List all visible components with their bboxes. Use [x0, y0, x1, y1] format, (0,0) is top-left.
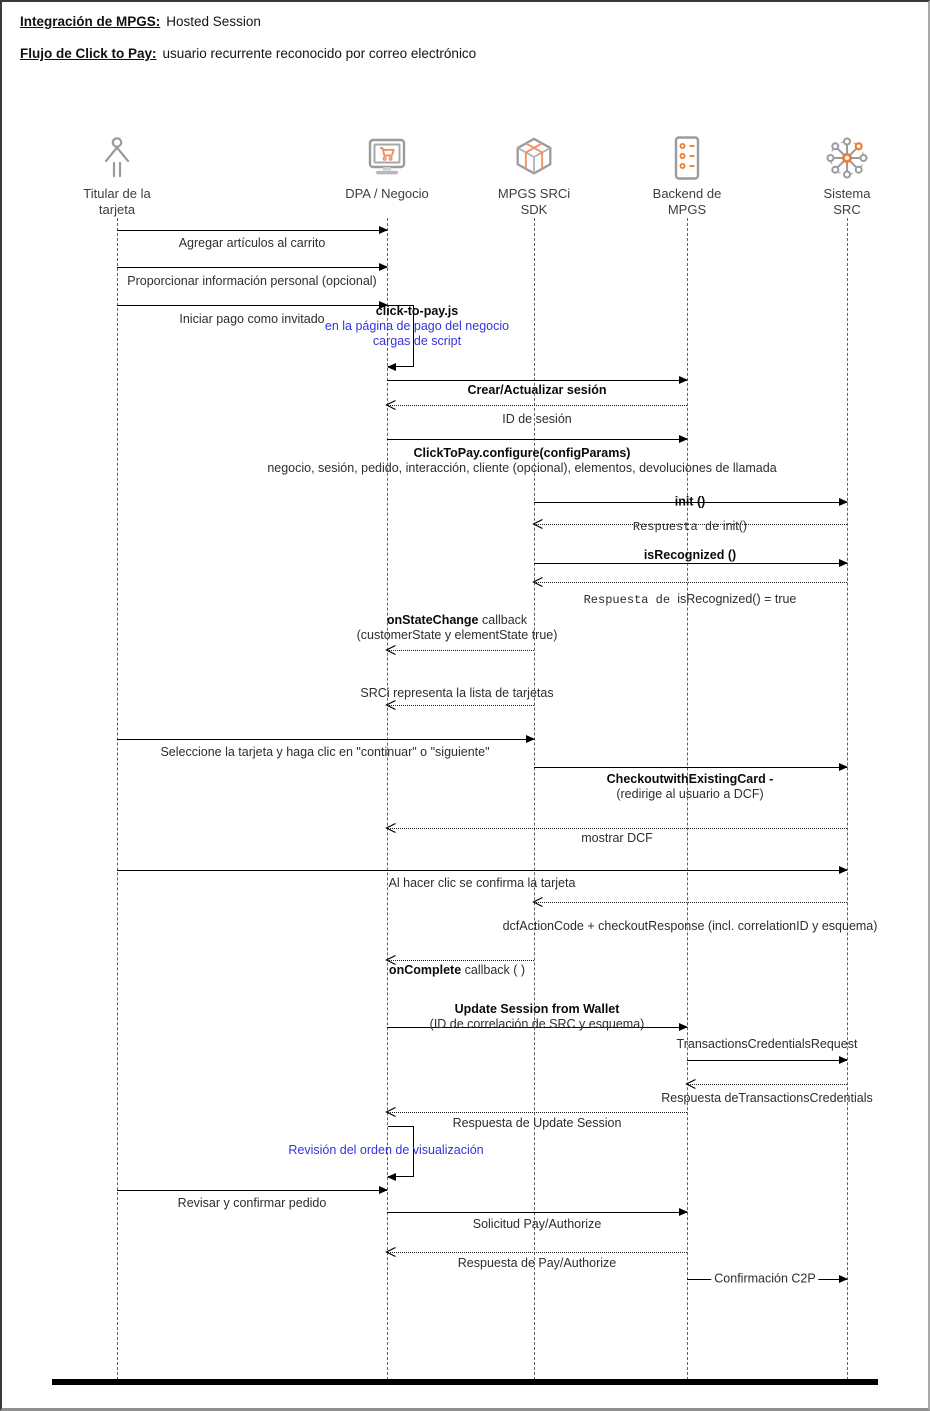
arrowhead-icon — [679, 1208, 688, 1216]
actor-mpgs-backend — [627, 132, 747, 218]
message-label: init () — [674, 494, 706, 509]
self-message-label: Revisión del orden de visualización — [288, 1143, 484, 1157]
message-label: Respuesta de Update Session — [452, 1116, 622, 1130]
message-label: Solicitud Pay/Authorize — [472, 1217, 602, 1231]
arrowhead-icon — [379, 226, 388, 234]
message-label: Crear/Actualizar sesión — [467, 383, 607, 397]
return-arrow — [387, 1112, 687, 1113]
arrowhead-icon — [839, 498, 848, 506]
message-arrow — [117, 230, 387, 231]
actor-label: MPGS SRCi SDK — [497, 186, 571, 217]
arrowhead-icon — [679, 376, 688, 384]
message-label: onStateChange callback (customerState y elementState true) — [356, 613, 558, 642]
message-label: Update Session from Wallet (ID de correlación de SRC y esquema) — [429, 1002, 645, 1031]
message-arrow — [387, 380, 687, 381]
diagram-subtitle — [20, 46, 476, 61]
monitor-cart-icon — [327, 132, 447, 184]
message-label: SRCi representa la lista de tarjetas — [360, 686, 554, 700]
arrowhead-icon — [379, 263, 388, 271]
return-arrow — [534, 902, 847, 903]
actor-src-system — [787, 132, 907, 218]
arrowhead-icon — [387, 1173, 396, 1181]
arrowhead-icon — [385, 399, 397, 411]
message-label: Al hacer clic se confirma la tarjeta — [388, 876, 576, 890]
message-label: ID de sesión — [502, 412, 572, 426]
subtitle-label: Flujo de Click to Pay: — [20, 46, 157, 61]
arrowhead-icon — [385, 1106, 397, 1118]
package-icon — [474, 132, 594, 184]
diagram-title — [20, 14, 261, 29]
arrowhead-icon — [679, 435, 688, 443]
message-label: Proporcionar información personal (opcional) — [127, 274, 377, 288]
message-arrow — [117, 267, 387, 268]
actor-dpa-merchant — [327, 132, 447, 202]
arrowhead-icon — [839, 866, 848, 874]
message-label: isRecognized () — [643, 548, 737, 562]
arrowhead-icon — [839, 559, 848, 567]
message-arrow — [387, 1212, 687, 1213]
title-value: Hosted Session — [166, 14, 261, 29]
arrowhead-icon — [385, 644, 397, 656]
arrowhead-icon — [532, 518, 544, 530]
actor-label: Titular de la tarjeta — [83, 186, 151, 217]
message-arrow — [687, 1060, 847, 1061]
diagram-end-bar — [52, 1379, 878, 1385]
message-label: Respuesta de isRecognized() = true — [583, 592, 797, 607]
message-label: Iniciar pago como invitado — [179, 312, 325, 326]
arrowhead-icon — [532, 896, 544, 908]
self-message-label: click-to-pay.js en la página de pago del negocio cargas de script — [324, 304, 510, 348]
arrowhead-icon — [526, 735, 535, 743]
message-label: Respuesta de init() — [632, 519, 748, 534]
message-label: Agregar artículos al carrito — [178, 236, 326, 250]
network-hub-icon — [787, 132, 907, 184]
actor-label: DPA / Negocio — [345, 186, 429, 201]
lifeline-src — [847, 218, 848, 1380]
arrowhead-icon — [839, 1275, 848, 1283]
message-label: dcfActionCode + checkoutResponse (incl. correlationID y esquema) — [502, 919, 878, 933]
arrowhead-icon — [839, 1056, 848, 1064]
arrowhead-icon — [532, 576, 544, 588]
subtitle-value: usuario recurrente reconocido por correo electrónico — [162, 46, 477, 61]
message-label: Respuesta de Pay/Authorize — [457, 1256, 617, 1270]
actor-mpgs-srci-sdk — [474, 132, 594, 218]
lifeline-cardholder — [117, 218, 118, 1380]
message-arrow — [534, 563, 847, 564]
return-arrow — [534, 582, 847, 583]
arrowhead-icon — [379, 1186, 388, 1194]
message-arrow — [117, 1190, 387, 1191]
person-icon — [57, 132, 177, 184]
message-label: CheckoutwithExistingCard - (redirige al usuario a DCF) — [606, 772, 774, 801]
arrowhead-icon — [839, 763, 848, 771]
message-label: Confirmación C2P — [711, 1272, 818, 1287]
arrowhead-icon — [685, 1078, 697, 1090]
arrowhead-icon — [385, 1246, 397, 1258]
title-label: Integración de MPGS: — [20, 14, 161, 29]
message-label: Respuesta deTransactionsCredentials — [661, 1091, 873, 1105]
message-arrow — [534, 767, 847, 768]
return-arrow — [387, 1252, 687, 1253]
message-arrow — [387, 439, 687, 440]
message-arrow — [117, 739, 534, 740]
return-arrow — [387, 705, 534, 706]
return-arrow — [387, 960, 534, 961]
lifeline-dpa — [387, 218, 388, 1380]
message-label: ClickToPay.configure(configParams) negocio, sesión, pedido, interacción, cliente (opcional), elementos, devoluciones de llamada — [267, 446, 777, 475]
arrowhead-icon — [387, 363, 396, 371]
arrowhead-icon — [385, 699, 397, 711]
message-label: mostrar DCF — [581, 831, 653, 845]
message-label: Seleccione la tarjeta y haga clic en "continuar" o "siguiente" — [160, 745, 490, 759]
message-label: Revisar y confirmar pedido — [177, 1196, 327, 1210]
return-arrow — [687, 1084, 847, 1085]
message-label: onComplete callback ( ) — [388, 963, 526, 977]
actor-label: Backend de MPGS — [652, 186, 722, 217]
message-label: TransactionsCredentialsRequest — [676, 1037, 858, 1051]
server-list-icon — [627, 132, 747, 184]
return-arrow — [387, 405, 687, 406]
arrowhead-icon — [679, 1023, 688, 1031]
actor-cardholder — [57, 132, 177, 218]
message-arrow — [117, 870, 847, 871]
return-arrow — [387, 650, 534, 651]
arrowhead-icon — [385, 822, 397, 834]
return-arrow — [387, 828, 847, 829]
actor-label: Sistema SRC — [823, 186, 871, 217]
